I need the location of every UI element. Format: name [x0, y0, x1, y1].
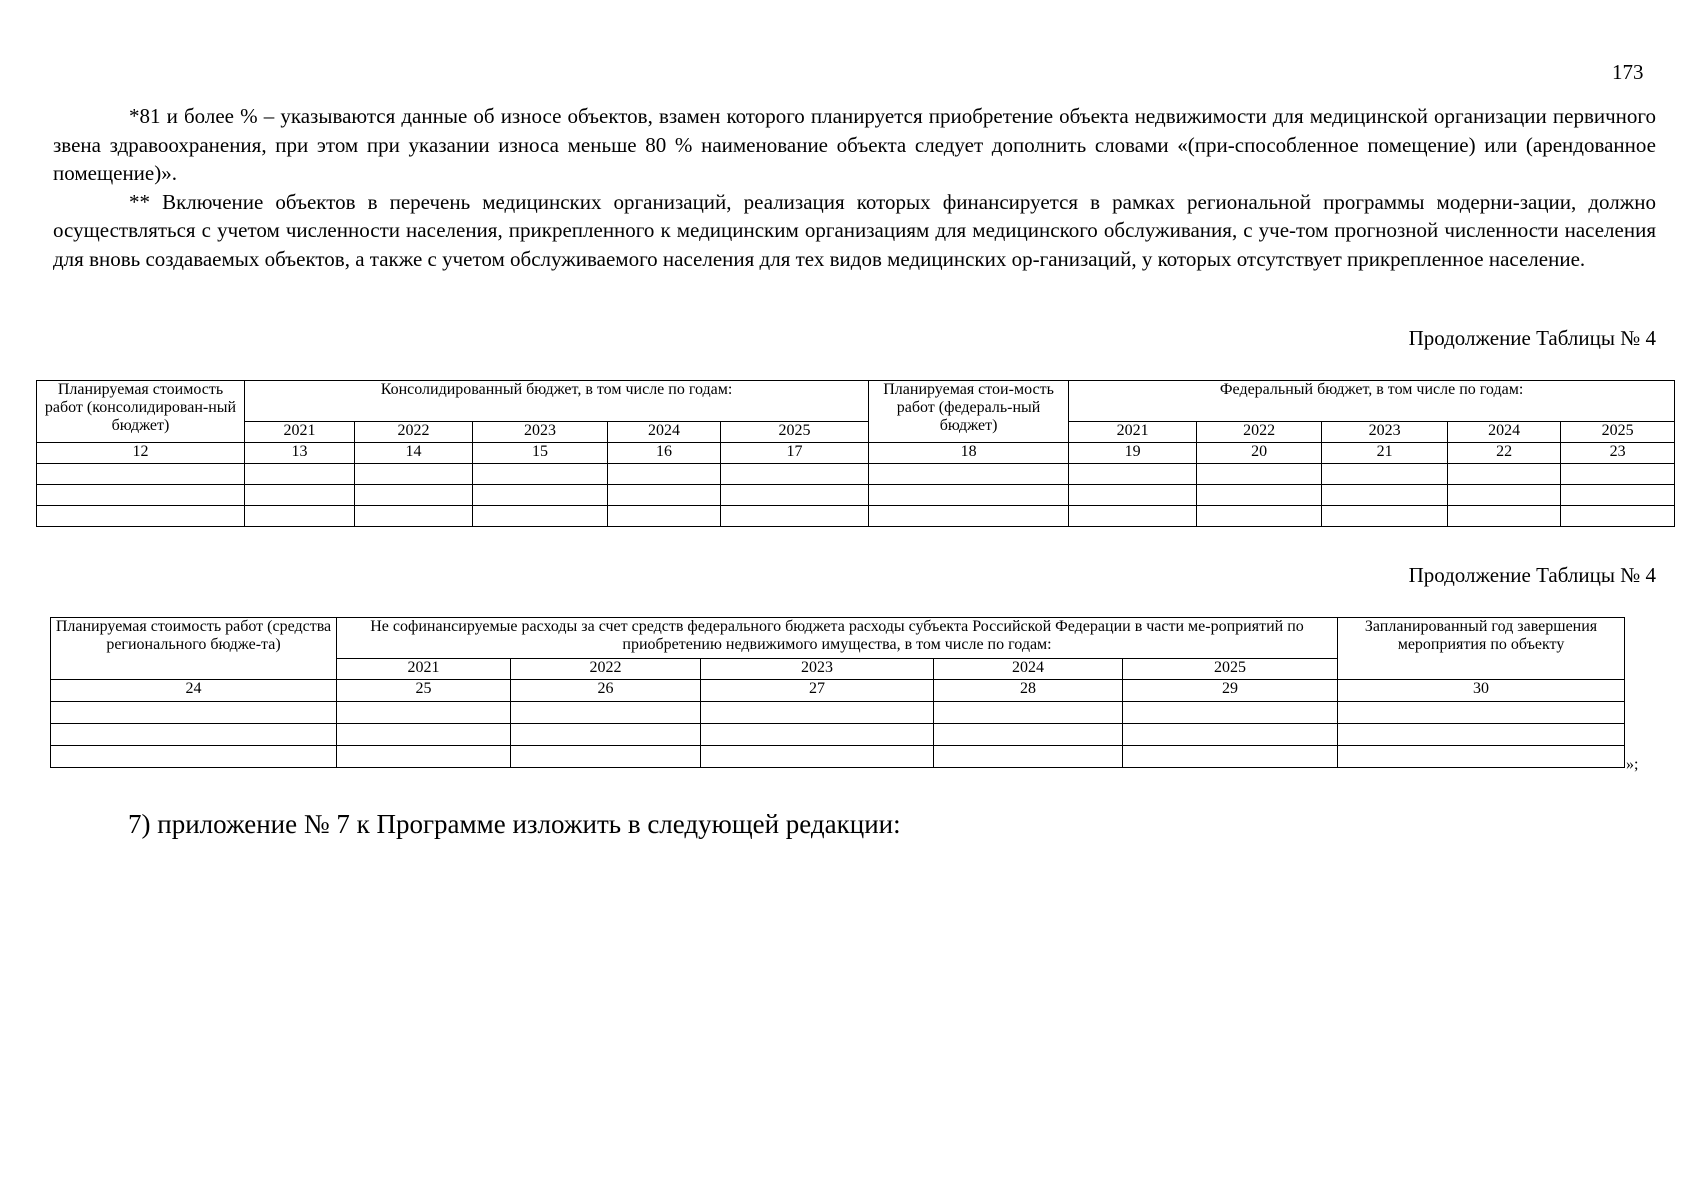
year-header: 2022	[511, 659, 701, 680]
table-cell	[51, 746, 337, 768]
header-federal-budget: Федеральный бюджет, в том числе по годам:	[1069, 381, 1675, 422]
table-cell	[869, 506, 1069, 527]
table1-caption: Продолжение Таблицы № 4	[1408, 326, 1656, 350]
table-cell	[869, 485, 1069, 506]
table-cell	[701, 724, 934, 746]
column-number: 22	[1448, 443, 1561, 464]
year-header: 2024	[608, 422, 721, 443]
table-cell	[1338, 724, 1625, 746]
year-header: 2023	[473, 422, 608, 443]
table-cell	[934, 702, 1123, 724]
column-number: 28	[934, 680, 1123, 702]
header-consolidated-budget: Консолидированный бюджет, в том числе по годам:	[245, 381, 869, 422]
table-cell	[355, 485, 473, 506]
amendment-line: 7) приложение № 7 к Программе изложить в следующей редакции:	[128, 809, 901, 839]
table-cell	[51, 702, 337, 724]
table-cell	[473, 485, 608, 506]
footnote-inclusion: ** Включение объектов в перечень медицинских организаций, реализация которых финансируется в рамках региональной программы модерни-зации, должно осуществляться с учетом численности населения, прикрепленного к медицинским организациям для медицинского обслуживания, с уче-том прогнозной численности населения для вновь создаваемых объектов, а также с учетом обслуживаемого населения для тех видов медицинских ор-ганизаций, у которых отсутствует прикрепленное население.	[53, 189, 1656, 271]
table-cell	[1123, 746, 1338, 768]
header-non-cofinanced: Не софинансируемые расходы за счет средств федерального бюджета расходы субъекта Российской Федерации в части ме-роприятий по приобретению недвижимого имущества, в том числе по годам:	[337, 618, 1338, 659]
column-number: 20	[1197, 443, 1322, 464]
table-cell	[37, 506, 245, 527]
table-cell	[608, 464, 721, 485]
year-header: 2025	[1561, 422, 1675, 443]
table-cell	[721, 464, 869, 485]
table-cell	[721, 485, 869, 506]
year-header: 2025	[1123, 659, 1338, 680]
column-number: 30	[1338, 680, 1625, 702]
table-cell	[37, 464, 245, 485]
table2	[50, 617, 1625, 768]
column-number: 13	[245, 443, 355, 464]
footnote-wear: *81 и более % – указываются данные об износе объектов, взамен которого планируется приобретение объекта недвижимости для медицинской организации первичного звена здравоохранения, при этом при указании износа меньше 80 % наименование объекта следует дополнить словами «(при-способленное помещение) или (арендованное помещение)».	[53, 104, 1656, 185]
table-cell	[1069, 506, 1197, 527]
table-cell	[1561, 464, 1675, 485]
table-cell	[1561, 506, 1675, 527]
header-planned-regional: Планируемая стоимость работ (средства регионального бюдже-та)	[51, 618, 337, 680]
column-number-row	[51, 680, 1625, 702]
table-cell	[701, 702, 934, 724]
year-header: 2021	[245, 422, 355, 443]
table-cell	[1338, 746, 1625, 768]
table-cell	[608, 485, 721, 506]
table-cell	[1123, 724, 1338, 746]
footnotes	[53, 102, 1656, 273]
table-cell	[355, 464, 473, 485]
table-cell	[37, 485, 245, 506]
year-header: 2022	[355, 422, 473, 443]
table-cell	[51, 724, 337, 746]
table-cell	[1561, 485, 1675, 506]
column-number: 25	[337, 680, 511, 702]
table-cell	[1069, 485, 1197, 506]
year-header: 2024	[1448, 422, 1561, 443]
table-cell	[1448, 485, 1561, 506]
column-number: 14	[355, 443, 473, 464]
header-planned-federal: Планируемая стои-мость работ (федераль-ный бюджет)	[869, 381, 1069, 443]
column-number: 18	[869, 443, 1069, 464]
empty-row	[37, 464, 1675, 485]
year-header: 2024	[934, 659, 1123, 680]
year-header: 2021	[337, 659, 511, 680]
table-cell	[701, 746, 934, 768]
table-cell	[1197, 506, 1322, 527]
table-cell	[1448, 506, 1561, 527]
year-header: 2023	[701, 659, 934, 680]
table-cell	[1197, 485, 1322, 506]
table-cell	[1069, 464, 1197, 485]
column-number: 17	[721, 443, 869, 464]
column-number: 15	[473, 443, 608, 464]
table-cell	[608, 506, 721, 527]
table-cell	[721, 506, 869, 527]
table-cell	[337, 746, 511, 768]
header-planned-consolidated: Планируемая стоимость работ (консолидирован-ный бюджет)	[37, 381, 245, 443]
year-header: 2023	[1322, 422, 1448, 443]
table-cell	[473, 506, 608, 527]
table-cell	[511, 724, 701, 746]
table-cell	[934, 724, 1123, 746]
table-cell	[245, 506, 355, 527]
year-header: 2021	[1069, 422, 1197, 443]
table-cell	[245, 464, 355, 485]
table-cell	[1322, 485, 1448, 506]
table-cell	[337, 724, 511, 746]
table-cell	[869, 464, 1069, 485]
column-number: 26	[511, 680, 701, 702]
closing-quote-mark: »;	[1626, 756, 1639, 773]
table-cell	[473, 464, 608, 485]
table-cell	[1338, 702, 1625, 724]
header-completion-year: Запланированный год завершения мероприятия по объекту	[1338, 618, 1625, 680]
column-number: 27	[701, 680, 934, 702]
column-number: 24	[51, 680, 337, 702]
table-cell	[245, 485, 355, 506]
column-number: 21	[1322, 443, 1448, 464]
empty-row	[51, 702, 1625, 724]
table-cell	[355, 506, 473, 527]
empty-row	[37, 506, 1675, 527]
empty-row	[51, 746, 1625, 768]
column-number: 19	[1069, 443, 1197, 464]
empty-row	[51, 724, 1625, 746]
table-cell	[1123, 702, 1338, 724]
column-number: 29	[1123, 680, 1338, 702]
table-cell	[337, 702, 511, 724]
column-number: 23	[1561, 443, 1675, 464]
table1	[36, 380, 1675, 527]
year-header: 2022	[1197, 422, 1322, 443]
empty-row	[37, 485, 1675, 506]
table-cell	[1322, 506, 1448, 527]
table-cell	[934, 746, 1123, 768]
table-cell	[1448, 464, 1561, 485]
column-number: 12	[37, 443, 245, 464]
table-cell	[511, 702, 701, 724]
column-number: 16	[608, 443, 721, 464]
column-number-row	[37, 443, 1675, 464]
table-cell	[1322, 464, 1448, 485]
table2-caption: Продолжение Таблицы № 4	[1408, 563, 1656, 587]
table-cell	[1197, 464, 1322, 485]
year-header: 2025	[721, 422, 869, 443]
page-number: 173	[1612, 60, 1644, 84]
table-cell	[511, 746, 701, 768]
